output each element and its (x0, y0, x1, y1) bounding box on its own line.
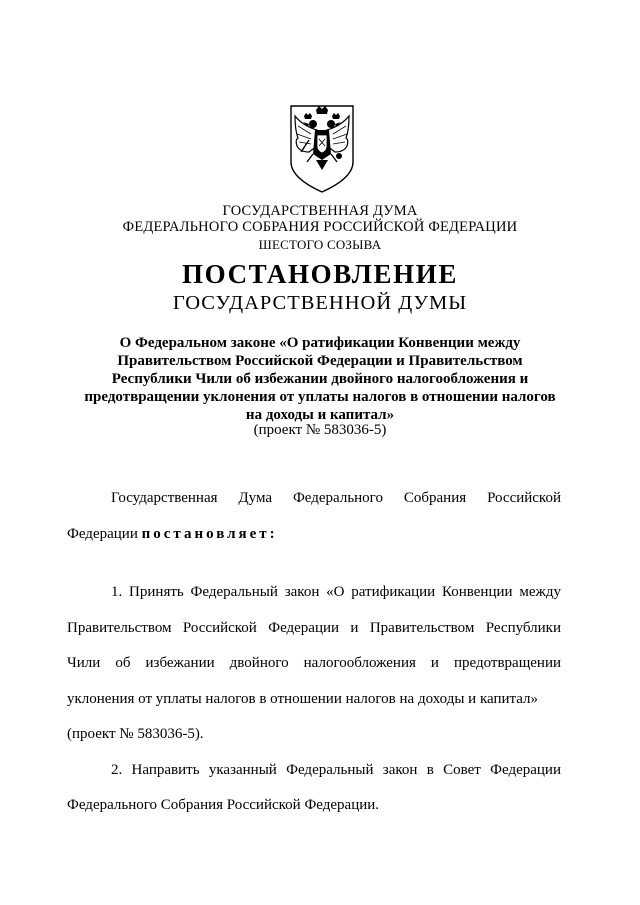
item1-line: 1. Принять Федеральный закон «О ратификации Конвенции между (111, 584, 561, 600)
org-line-2: ФЕДЕРАЛЬНОГО СОБРАНИЯ РОССИЙСКОЙ ФЕДЕРАЦИИ (122, 219, 518, 235)
item2-line: 2. Направить указанный Федеральный закон в Совет Федерации (111, 762, 561, 778)
project-number: (проект № 583036-5) (253, 422, 387, 438)
org-line-1: ГОСУДАРСТВЕННАЯ ДУМА (222, 203, 418, 219)
document-subject (60, 334, 580, 424)
subject-line: О Федеральном законе «О ратификации Конвенции между (119, 335, 521, 351)
subject-line: Правительством Российской Федерации и Правительством (117, 353, 523, 369)
subject-line: Республики Чили об избежании двойного налогообложения и (111, 371, 529, 387)
intro-emphasis: постановляет: (141, 526, 278, 542)
intro-line-2 (67, 525, 561, 543)
item1-line: (проект № 583036-5). (67, 726, 204, 742)
intro-prefix: Федерации (67, 526, 142, 542)
russian-coat-of-arms-icon (289, 104, 355, 194)
document-title: ПОСТАНОВЛЕНИЕ (182, 259, 458, 289)
item1-line: уклонения от уплаты налогов в отношении налогов на доходы и капитал» (67, 691, 539, 707)
subject-line: предотвращении уклонения от уплаты налогов в отношении налогов (84, 389, 556, 405)
item1-line: Правительством Российской Федерации и Правительством Республики (67, 620, 561, 636)
item1-line: Чили об избежании двойного налогообложения и предотвращении (67, 655, 561, 671)
item2-line: Федерального Собрания Российской Федерации. (67, 797, 380, 813)
document-subtitle: ГОСУДАРСТВЕННОЙ ДУМЫ (172, 292, 468, 314)
org-line-3: ШЕСТОГО СОЗЫВА (258, 237, 382, 252)
intro-line-1: Государственная Дума Федерального Собрания Российской (111, 490, 561, 506)
subject-line: на доходы и капитал» (245, 407, 395, 423)
